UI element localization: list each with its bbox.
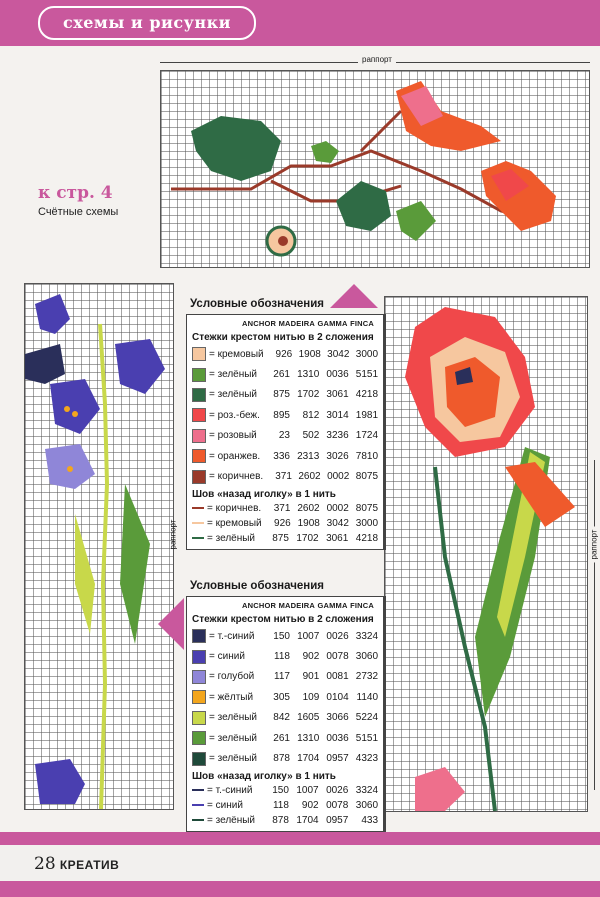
legend-anchor: 878 [272, 814, 289, 826]
legend-gamma: 0078 [326, 651, 349, 663]
legend-madeira: 1704 [297, 753, 320, 765]
legend-name: = коричнев. [207, 502, 262, 514]
legend-finca: 1724 [355, 430, 379, 442]
color-swatch [192, 629, 206, 643]
color-swatch [192, 449, 206, 463]
legend2-cross-title: Стежки крестом нитью в 2 сложения [192, 614, 374, 625]
legend-finca: 3324 [355, 630, 379, 642]
legend-gamma: 0036 [326, 732, 349, 744]
legend-anchor: 261 [273, 369, 290, 381]
legend-name: = зелёный [209, 753, 258, 765]
rapport-indicator-left [168, 500, 186, 590]
footer [34, 854, 119, 874]
legend-finca: 1140 [356, 691, 379, 703]
legend-madeira: 812 [302, 409, 320, 421]
legend-madeira: 902 [302, 651, 320, 663]
legend-row [192, 385, 378, 405]
legend-finca: 3324 [355, 784, 379, 796]
legend-anchor: 261 [273, 732, 290, 744]
legend-madeira: 1310 [297, 369, 320, 381]
rapport-label-top: раппорт [358, 55, 396, 64]
legend-name: = зелёный [209, 389, 258, 401]
legend-anchor: 371 [273, 502, 291, 514]
legend-row [192, 783, 378, 798]
leaf-lower-2 [396, 201, 436, 241]
legend-name: = коричнев. [209, 471, 264, 483]
legend-row [192, 344, 378, 364]
page-reference-link[interactable]: к стр. 4 [38, 183, 113, 203]
legend-name: = розовый [209, 430, 257, 442]
legend-finca: 2732 [355, 671, 379, 683]
legend-madeira: 1908 [298, 348, 321, 360]
legend-name: = синий [207, 799, 243, 811]
legend-gamma: 0081 [326, 671, 349, 683]
line-swatch [192, 789, 204, 791]
color-swatch [192, 470, 206, 484]
legend-madeira: 1310 [297, 732, 320, 744]
tulip-chart [384, 296, 588, 812]
legend-anchor: 842 [273, 712, 290, 724]
line-swatch [192, 537, 204, 539]
legend1-pointer-up [330, 284, 378, 308]
page-number: 28 [34, 854, 56, 874]
color-swatch [192, 752, 206, 766]
legend-madeira: 1605 [297, 712, 320, 724]
legend-finca: 4323 [355, 753, 379, 765]
color-swatch [192, 731, 206, 745]
color-swatch [192, 408, 206, 422]
color-swatch [192, 388, 206, 402]
section-header [38, 6, 256, 40]
color-swatch [192, 711, 206, 725]
legend-finca: 5224 [355, 712, 379, 724]
legend-name: = зелёный [209, 369, 258, 381]
bell-bottom [35, 759, 85, 804]
legend-anchor: 371 [275, 471, 292, 483]
legend-row [192, 446, 378, 466]
tulip-bottom-bud [415, 767, 465, 811]
legend-finca: 8075 [355, 471, 379, 483]
legend-finca: 5151 [355, 369, 379, 381]
legend-gamma: 0104 [326, 691, 349, 703]
legend-gamma: 0026 [326, 784, 349, 796]
legend2-back-list [192, 783, 378, 828]
legend-name: = оранжев. [209, 450, 261, 462]
color-swatch [192, 690, 206, 704]
legend-name: = жёлтый [209, 691, 254, 703]
legend-gamma: 3042 [326, 517, 349, 529]
legend-row [192, 405, 378, 425]
bell-4 [50, 379, 100, 434]
legend-madeira: 1007 [296, 784, 319, 796]
line-swatch [192, 507, 204, 509]
color-swatch [192, 347, 206, 361]
legend-name: = зелёный [209, 732, 258, 744]
legend-name: = зелёный [207, 814, 256, 826]
rapport-indicator-right [588, 460, 600, 790]
rapport-label-right: раппорт [589, 527, 598, 563]
legend-row [192, 501, 378, 516]
legend-finca: 3060 [355, 651, 379, 663]
legend-anchor: 117 [274, 671, 290, 683]
legend-anchor: 336 [273, 450, 290, 462]
legend-name: = голубой [209, 671, 255, 683]
legend-madeira: 902 [301, 799, 319, 811]
legend-anchor: 878 [273, 753, 290, 765]
legend2-back-title: Шов «назад иголку» в 1 нить [192, 770, 336, 782]
line-swatch [192, 804, 204, 806]
legend-finca: 4218 [355, 532, 379, 544]
line-swatch [192, 522, 204, 524]
legend-anchor: 23 [278, 430, 290, 442]
bell-1 [35, 294, 70, 334]
legend-madeira: 2602 [297, 502, 320, 514]
legend-row [192, 813, 378, 828]
legend-anchor: 150 [273, 630, 290, 642]
legend-row [192, 516, 378, 531]
bellflower-chart [24, 283, 174, 810]
legend-row [192, 687, 378, 707]
legend-row [192, 426, 378, 446]
legend-row [192, 626, 378, 646]
legend-name: = зелёный [207, 532, 256, 544]
legend-row [192, 364, 378, 384]
legend-finca: 8075 [355, 502, 379, 514]
legend-finca: 1981 [355, 409, 379, 421]
legend-madeira: 1702 [296, 532, 319, 544]
legend-row [192, 798, 378, 813]
bell-3 [115, 339, 165, 394]
legend-gamma: 0957 [326, 814, 349, 826]
bellflower-stem [100, 324, 107, 809]
color-swatch [192, 368, 206, 382]
magazine-name: КРЕАТИВ [59, 858, 120, 872]
line-swatch [192, 819, 204, 821]
color-swatch [192, 670, 206, 684]
legend-madeira: 502 [302, 430, 320, 442]
legend-gamma: 3236 [326, 430, 349, 442]
legend1-cross-title: Стежки крестом нитью в 2 сложения [192, 332, 374, 343]
legend-gamma: 3061 [326, 389, 349, 401]
legend-name: = роз.-беж. [209, 409, 260, 421]
legend-row [192, 748, 378, 768]
page-reference-subtitle: Счётные схемы [38, 206, 119, 218]
legend-anchor: 875 [272, 532, 289, 544]
cyclamen-chart [160, 70, 590, 268]
legend-madeira: 109 [302, 691, 320, 703]
leaf-small [311, 141, 339, 163]
legend1-cross-list [192, 344, 378, 487]
tulip-motif [385, 297, 587, 811]
legend-2 [186, 596, 386, 832]
legend1-back-list [192, 501, 378, 546]
rapport-indicator-top [160, 55, 590, 69]
legend-anchor: 305 [273, 691, 290, 703]
legend-name: = кремовый [207, 517, 262, 529]
legend-madeira: 2313 [297, 450, 320, 462]
legend-gamma: 0078 [326, 799, 349, 811]
legend-gamma: 0002 [327, 471, 350, 483]
legend-madeira: 1702 [297, 389, 320, 401]
cyclamen-flower-1 [396, 81, 501, 151]
color-swatch [192, 650, 206, 664]
legend-anchor: 895 [273, 409, 290, 421]
legend2-cross-list [192, 626, 378, 769]
legend-gamma: 3026 [326, 450, 349, 462]
legend2-brand-header: ANCHOR MADEIRA GAMMA FINCA [242, 601, 374, 610]
legend-gamma: 0957 [326, 753, 349, 765]
legend-name: = синий [209, 651, 245, 663]
legend-finca: 3060 [355, 799, 379, 811]
bellflower-leaf [120, 484, 150, 644]
legend-gamma: 0002 [326, 502, 349, 514]
leaf-large [191, 116, 281, 181]
legend-row [192, 466, 378, 486]
bellflower-motif [25, 284, 173, 809]
legend-madeira: 2602 [298, 471, 321, 483]
color-swatch [192, 429, 206, 443]
legend2-pointer-left [158, 598, 184, 650]
cyclamen-flower-2 [481, 161, 556, 231]
cyclamen-motif [161, 71, 589, 267]
legend-anchor: 926 [275, 348, 293, 360]
legend-row [192, 646, 378, 666]
legend-row [192, 728, 378, 748]
legend-gamma: 0026 [326, 630, 349, 642]
bell-2 [25, 344, 65, 384]
legend-finca: 3000 [355, 517, 379, 529]
legend-row [192, 667, 378, 687]
legend-gamma: 3042 [327, 348, 350, 360]
legend-gamma: 3061 [326, 532, 349, 544]
legend-madeira: 1007 [297, 630, 320, 642]
legend-name: = кремовый [209, 348, 264, 360]
legend1-brand-header: ANCHOR MADEIRA GAMMA FINCA [242, 319, 374, 328]
legend-finca: 3000 [355, 348, 379, 360]
legend-anchor: 118 [272, 799, 289, 811]
legend-name: = зелёный [209, 712, 258, 724]
legend-row [192, 708, 378, 728]
legend-gamma: 3014 [326, 409, 349, 421]
legend-gamma: 3066 [326, 712, 349, 724]
legend-name: = т.-синий [207, 784, 253, 796]
legend-name: = т.-синий [209, 630, 255, 642]
legend-madeira: 1704 [296, 814, 319, 826]
legend1-title: Условные обозначения [190, 298, 325, 310]
legend1-back-title: Шов «назад иголку» в 1 нить [192, 488, 336, 500]
legend-1 [186, 314, 386, 550]
leaf-lower [336, 181, 391, 231]
legend-gamma: 0036 [326, 369, 349, 381]
rapport-label-left: раппорт [168, 519, 178, 550]
legend-anchor: 118 [274, 651, 290, 663]
legend-row [192, 531, 378, 546]
legend-finca: 5151 [355, 732, 379, 744]
legend2-title: Условные обозначения [190, 580, 325, 592]
legend-anchor: 875 [273, 389, 290, 401]
legend-madeira: 901 [302, 671, 320, 683]
legend-finca: 7810 [355, 450, 379, 462]
legend-finca: 433 [361, 814, 379, 826]
legend-madeira: 1908 [297, 517, 320, 529]
legend-finca: 4218 [355, 389, 379, 401]
legend-anchor: 150 [272, 784, 289, 796]
section-title: схемы и рисунки [62, 13, 232, 32]
legend-anchor: 926 [274, 517, 291, 529]
